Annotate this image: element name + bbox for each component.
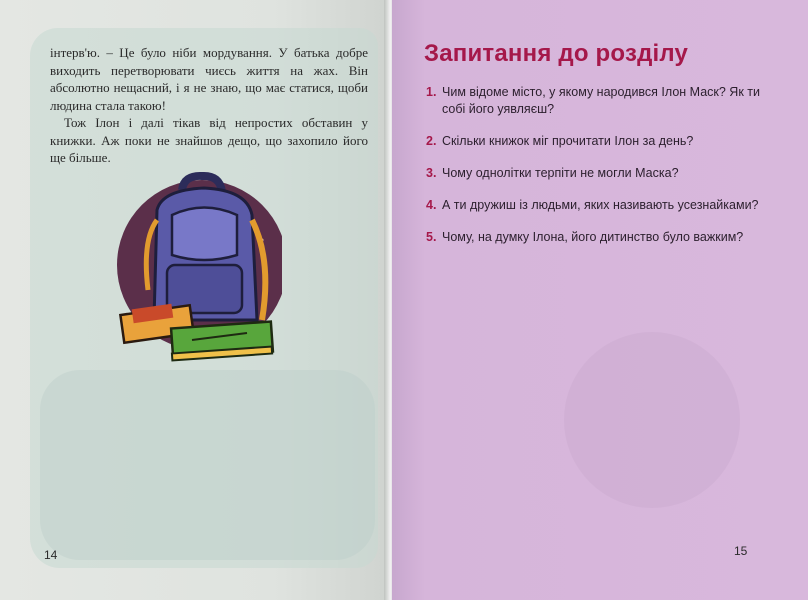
question-item — [426, 84, 766, 118]
question-number: 4. — [426, 198, 437, 212]
page-number: 15 — [734, 544, 748, 558]
question-number: 1. — [426, 85, 437, 99]
watercolor-wash-lower — [40, 370, 375, 560]
question-number: 3. — [426, 166, 437, 180]
paragraph: Тож Ілон і далі тікав від непростих обставин у книжки. Аж поки не знайшов дещо, що захопило його ще більше. — [50, 115, 368, 165]
question-item — [426, 133, 766, 150]
question-number: 5. — [426, 230, 437, 244]
question-text: А ти дружиш із людьми, яких називають усезнайками? — [442, 198, 759, 212]
chapter-questions-heading: Запитання до розділу — [424, 40, 689, 67]
question-text: Чому, на думку Ілона, його дитинство було важким? — [442, 230, 744, 244]
question-list — [426, 84, 766, 261]
right-page — [392, 0, 808, 600]
question-item — [426, 229, 766, 246]
left-page — [0, 0, 392, 600]
question-text: Чому однолітки терпіти не могли Маска? — [442, 166, 679, 180]
page-number: 14 — [44, 548, 58, 562]
paragraph: інтерв'ю. – Це було ніби мордування. У батька добре виходить перетворювати чиєсь життя на жах. Він абсолютно нещасний, і я не знаю, що має статися, щоби людина стала такою! — [50, 45, 368, 113]
question-number: 2. — [426, 134, 437, 148]
question-item — [426, 197, 766, 214]
body-text — [50, 44, 368, 167]
question-text: Скільки книжок міг прочитати Ілон за день? — [442, 134, 694, 148]
backpack-with-books-icon — [112, 170, 282, 370]
question-text: Чим відоме місто, у якому народився Ілон Маск? Як ти собі його уявляєш? — [442, 85, 760, 116]
faded-illustration — [564, 332, 740, 508]
question-item — [426, 165, 766, 182]
